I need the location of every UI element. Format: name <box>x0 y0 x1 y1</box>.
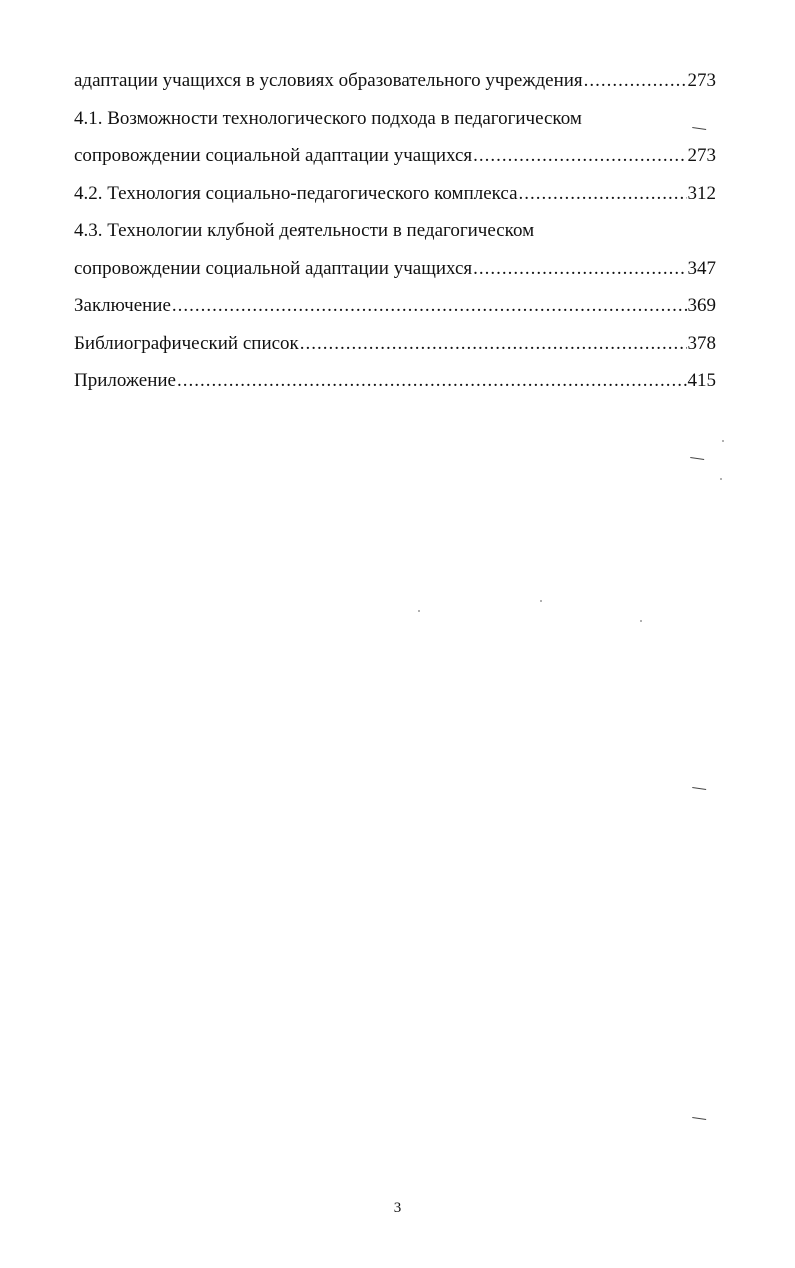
dot-leader <box>300 325 687 363</box>
dot-leader <box>177 362 687 400</box>
toc-entry-label: 4.2. Технология социально-педагогического комплекса <box>74 182 518 204</box>
toc-entry[interactable] <box>74 212 716 250</box>
toc-entry-page: 273 <box>687 145 716 166</box>
dot-leader <box>473 137 686 175</box>
toc-entry-label: сопровождении социальной адаптации учащихся <box>74 145 473 166</box>
dot-leader <box>584 62 687 100</box>
toc-entry[interactable] <box>74 137 716 175</box>
scan-mark <box>692 787 706 793</box>
toc-entry[interactable] <box>74 287 716 325</box>
toc-entry-page: 378 <box>687 332 716 354</box>
toc-entry-label: 4.3. Технологии клубной деятельности в педагогическом <box>74 220 535 241</box>
toc-entry-page: 273 <box>687 70 716 91</box>
scan-speck <box>640 620 642 622</box>
toc-entry-page: 415 <box>687 370 716 391</box>
toc-entry-label: адаптации учащихся в условиях образовательного учреждения <box>74 70 583 91</box>
toc-entry[interactable] <box>74 362 716 400</box>
scan-mark <box>690 457 704 463</box>
dot-leader <box>172 287 687 325</box>
scan-speck <box>540 600 542 602</box>
scan-mark <box>692 1117 706 1123</box>
toc-entry-label: Библиографический список <box>74 332 299 354</box>
toc-entry-label: 4.1. Возможности технологического подхода в педагогическом <box>74 107 582 129</box>
scan-speck <box>418 610 420 612</box>
toc-entry-label: Заключение <box>74 295 171 316</box>
dot-leader <box>519 175 687 213</box>
scan-speck <box>722 440 724 442</box>
toc-entry-page: 347 <box>687 257 716 279</box>
scan-speck <box>720 478 722 480</box>
table-of-contents <box>74 62 716 400</box>
toc-entry[interactable] <box>74 325 716 363</box>
toc-entry-page: 312 <box>687 182 716 204</box>
toc-entry-label: Приложение <box>74 370 176 391</box>
toc-entry[interactable] <box>74 100 716 138</box>
toc-entry[interactable] <box>74 250 716 288</box>
page-number: 3 <box>393 1200 402 1216</box>
toc-entry-page: 369 <box>687 295 716 316</box>
dot-leader <box>473 250 686 288</box>
toc-entry-label: сопровождении социальной адаптации учащихся <box>74 257 473 279</box>
toc-entry[interactable] <box>74 175 716 213</box>
toc-entry[interactable] <box>74 62 716 100</box>
